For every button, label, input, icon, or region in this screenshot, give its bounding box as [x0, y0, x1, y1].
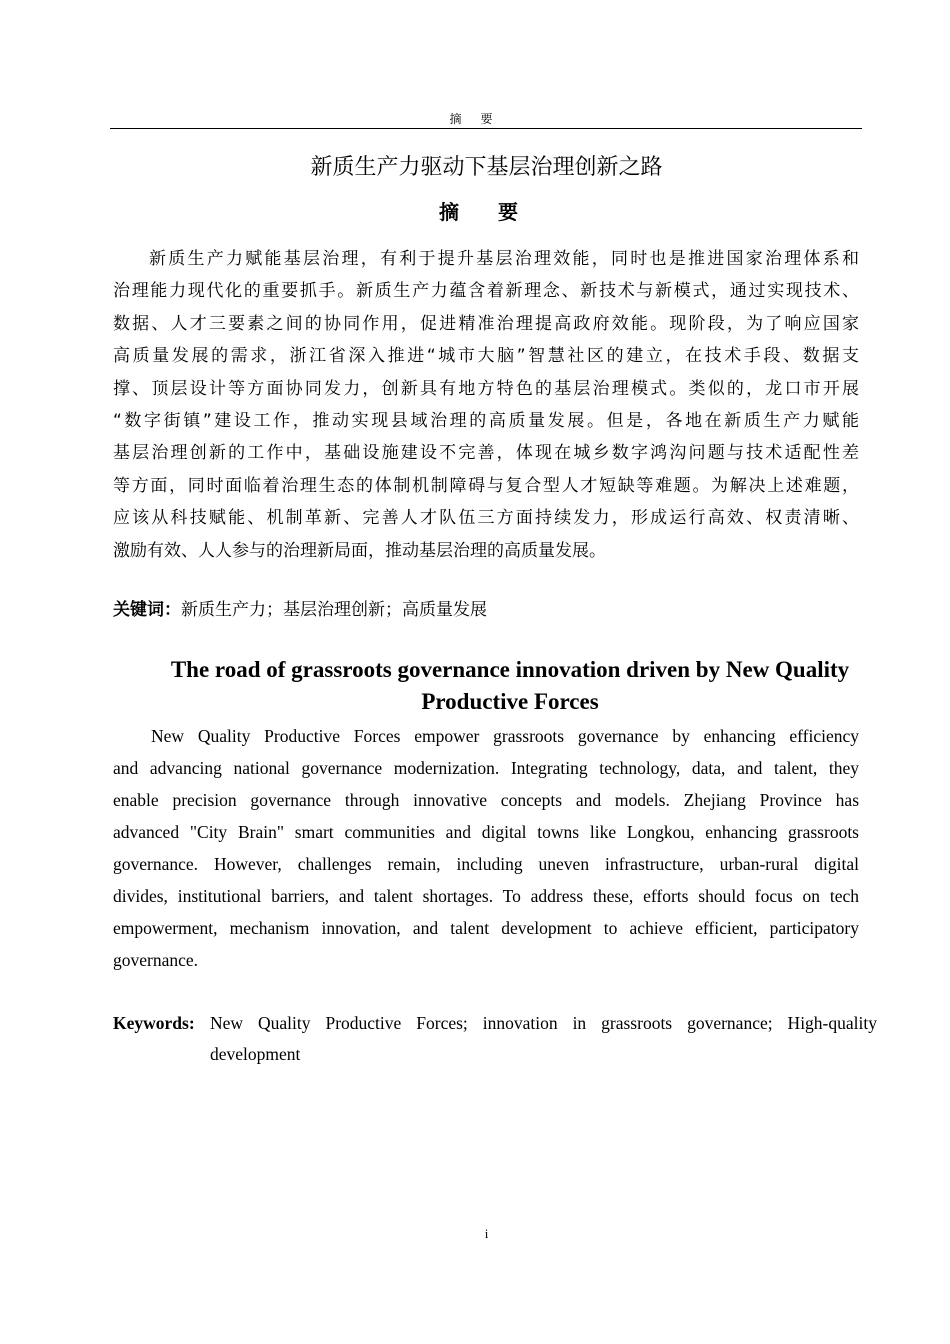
- text-line: 新质生产力赋能基层治理，有利于提升基层治理效能，同时也是推进国家治理体系和: [149, 249, 859, 269]
- text-line: 治理能力现代化的重要抓手。新质生产力蕴含着新理念、新技术与新模式，通过实现技术、: [113, 281, 859, 302]
- text-line: 高质量发展的需求，浙江省深入推进“城市大脑”智慧社区的建立，在技术手段、数据支: [113, 346, 859, 367]
- text-line: 数据、人才三要素之间的协同作用，促进精准治理提高政府效能。现阶段，为了响应国家: [113, 313, 859, 334]
- chinese-keywords: [113, 595, 487, 620]
- english-title: The road of grassroots governance innovation driven by New Quality Productive Forces: [170, 657, 850, 714]
- keywords-label: 关键词：: [113, 600, 181, 620]
- text-line: governance. However, challenges remain, including uneven infrastructure, urban-rural digital: [113, 854, 859, 874]
- text-line: “数字街镇”建设工作，推动实现县域治理的高质量发展。但是，各地在新质生产力赋能: [113, 410, 859, 431]
- text-line: 撑、顶层设计等方面协同发力，创新具有地方特色的基层治理模式。类似的，龙口市开展: [113, 378, 859, 399]
- text-line: enable precision governance through innovative concepts and models. Zhejiang Province has: [113, 790, 859, 810]
- keywords-value: New Quality Productive Forces; innovation in grassroots governance; High-quality development: [210, 1013, 877, 1064]
- text-line: 激励有效、人人参与的治理新局面，推动基层治理的高质量发展。: [113, 540, 606, 561]
- text-line: and advancing national governance modernization. Integrating technology, data, and talent, they: [113, 758, 859, 778]
- header-rule: [110, 128, 862, 129]
- text-line: 应该从科技赋能、机制革新、完善人才队伍三方面持续发力，形成运行高效、权责清晰、: [113, 508, 859, 529]
- text-line: New Quality Productive Forces empower grassroots governance by enhancing efficiency: [151, 726, 859, 746]
- text-line: empowerment, mechanism innovation, and talent development to achieve efficient, participatory: [113, 918, 859, 938]
- chinese-title: 新质生产力驱动下基层治理创新之路: [310, 155, 663, 180]
- keywords-label: Keywords:: [113, 1013, 195, 1033]
- text-line: 基层治理创新的工作中，基础设施建设不完善，体现在城乡数字鸿沟问题与技术适配性差: [113, 443, 859, 464]
- english-keywords: [113, 1008, 877, 1070]
- text-line: governance.: [113, 950, 199, 970]
- text-line: advanced "City Brain" smart communities and digital towns like Longkou, enhancing grassroots: [113, 822, 859, 842]
- keywords-value: 新质生产力；基层治理创新；高质量发展: [181, 600, 487, 620]
- running-header: 摘 要: [449, 112, 501, 126]
- chinese-abstract-body: [113, 243, 859, 567]
- page-number: i: [484, 1226, 489, 1241]
- english-abstract-body: [113, 720, 859, 976]
- chinese-abstract-heading: 摘 要: [439, 200, 534, 224]
- text-line: 等方面，同时面临着治理生态的体制机制障碍与复合型人才短缺等难题。为解决上述难题，: [113, 475, 859, 496]
- text-line: divides, institutional barriers, and talent shortages. To address these, efforts should focus on tech: [113, 886, 859, 906]
